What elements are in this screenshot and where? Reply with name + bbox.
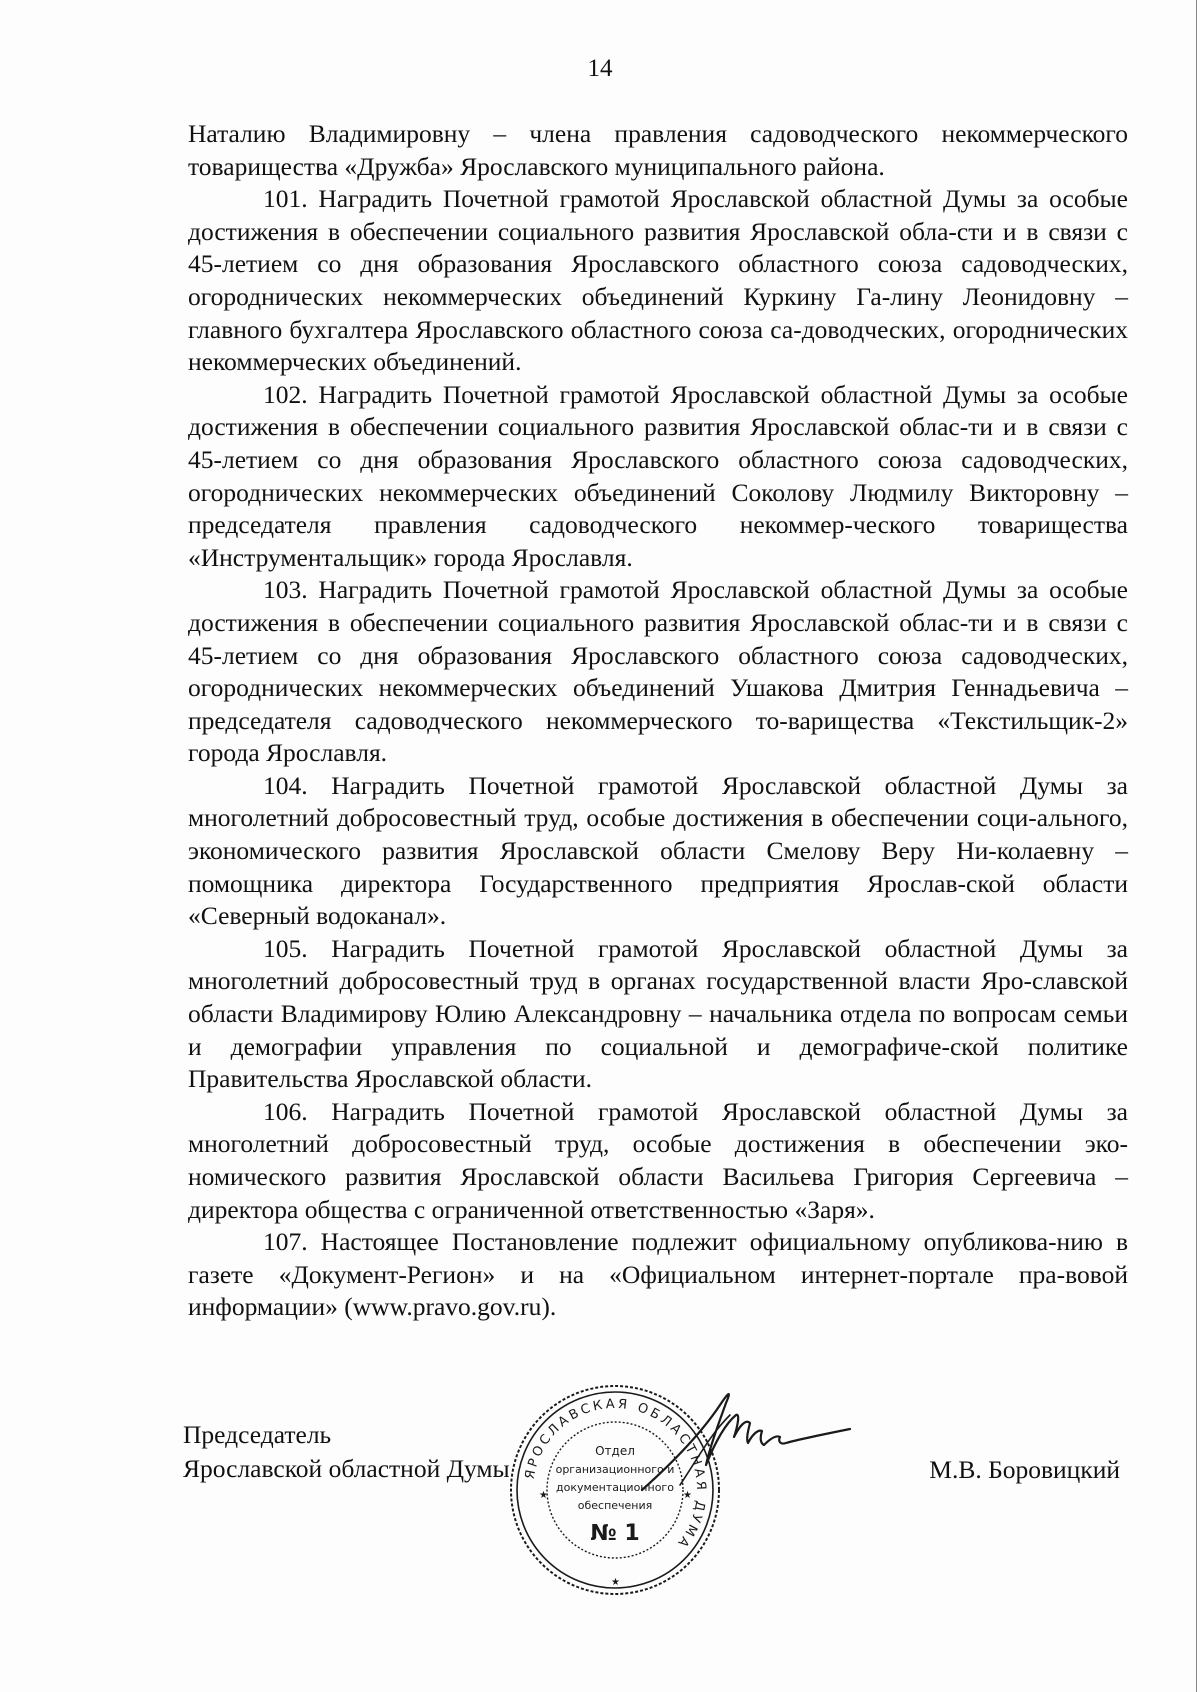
paragraph-103: 103. Наградить Почетной грамотой Ярославской областной Думы за особые достижения в обеспечении социального развития Ярославской облас-ти и в связи с 45-летием со дня образования Ярославского областного союза садоводческих, огороднических некоммерческих объединений Ушакова Дмитрия Геннадьевича – председателя садоводческого некоммерческого то-варищества «Текстильщик-2» города Ярославля. (188, 575, 1128, 768)
signatory-title-line2: Ярославской областной Думы (183, 1454, 510, 1483)
seal-line2: организационного и (555, 1463, 675, 1476)
svg-text:★: ★ (683, 1490, 692, 1501)
paragraph-101: 101. Наградить Почетной грамотой Ярославской областной Думы за особые достижения в обеспечении социального развития Ярославской обла-сти и в связи с 45-летием со дня образования Ярославского областного союза садоводческих, огороднических некоммерческих объединений Куркину Га-лину Леонидовну – главного бухгалтера Ярославского областного союза са-доводческих, огороднических некоммерческих объединений. (188, 184, 1128, 377)
seal-line3: документационного (556, 1481, 674, 1494)
seal-line1: Отдел (595, 1444, 635, 1458)
page-number: 14 (587, 55, 613, 82)
paragraph-107: 107. Настоящее Постановление подлежит официальному опубликова-нию в газете «Документ-Регион» и на «Официальном интернет-портале пра-вовой информации» (www.pravo.gov.ru). (188, 1227, 1128, 1322)
paragraph-104: 104. Наградить Почетной грамотой Ярославской областной Думы за многолетний добросовестный труд, особые достижения в обеспечении соци-ального, экономического развития Ярославской области Смелову Веру Ни-колаевну – помощника директора Государственного предприятия Ярослав-ской области «Северный водоканал». (188, 770, 1128, 931)
seal-line4: обеспечения (577, 1499, 653, 1512)
svg-text:★: ★ (611, 1577, 620, 1588)
signatory-name: М.В. Боровицкий (929, 1455, 1120, 1484)
signatory-title-line1: Председатель (183, 1420, 332, 1449)
svg-text:★: ★ (539, 1490, 548, 1501)
paragraph-continuation: Наталию Владимировну – члена правления садоводческого некоммерческого товарищества «Дружба» Ярославского муниципального района. (188, 119, 1128, 181)
signatory-title (183, 1418, 510, 1486)
seal-number: № 1 (590, 1521, 640, 1546)
document-body (188, 118, 1128, 1324)
handwritten-signature (640, 1385, 860, 1495)
seal-ring-text: ЯРОСЛАВСКАЯ ОБЛАСТНАЯ ДУМА (522, 1396, 709, 1552)
scan-edge-line (1196, 0, 1197, 1692)
paragraph-106: 106. Наградить Почетной грамотой Ярославской областной Думы за многолетний добросовестный труд, особые достижения в обеспечении эко-номического развития Ярославской области Васильева Григория Сергеевича – директора общества с ограниченной ответственностью «Заря». (188, 1096, 1128, 1224)
paragraph-105: 105. Наградить Почетной грамотой Ярославской областной Думы за многолетний добросовестный труд в органах государственной власти Яро-славской области Владимирову Юлию Александровну – начальника отдела по вопросам семьи и демографии управления по социальной и демографиче-ской политике Правительства Ярославской области. (188, 933, 1128, 1094)
paragraph-102: 102. Наградить Почетной грамотой Ярославской областной Думы за особые достижения в обеспечении социального развития Ярославской облас-ти и в связи с 45-летием со дня образования Ярославского областного союза садоводческих, огороднических некоммерческих объединений Соколову Людмилу Викторовну – председателя правления садоводческого некоммер-ческого товарищества «Инструментальщик» города Ярославля. (188, 379, 1128, 572)
